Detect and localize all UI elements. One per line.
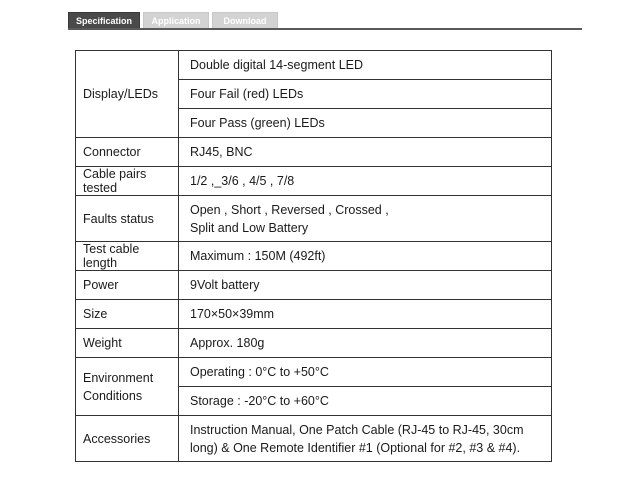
row-label-size: Size [76, 300, 179, 329]
table-row [76, 167, 552, 196]
row-label-accessories: Accessories [76, 416, 179, 462]
table-row [76, 271, 552, 300]
tab-specification[interactable]: Specification [68, 12, 140, 29]
table-row [76, 242, 552, 271]
row-value-operating: Operating : 0°C to +50°C [179, 358, 552, 387]
table-row [76, 416, 552, 462]
row-value-display-led-3: Four Pass (green) LEDs [179, 109, 552, 138]
tab-divider [68, 28, 582, 30]
row-value-power: 9Volt battery [179, 271, 552, 300]
row-label-test-length: Test cable length [76, 242, 179, 271]
row-value-size: 170×50×39mm [179, 300, 552, 329]
row-label-faults: Faults status [76, 196, 179, 242]
row-value-accessories [179, 416, 552, 462]
faults-line-1: Open , Short , Reversed , Crossed , [190, 202, 389, 217]
row-value-test-length: Maximum : 150M (492ft) [179, 242, 552, 271]
row-value-storage: Storage : -20°C to +60°C [179, 387, 552, 416]
row-label-cable-pairs: Cable pairs tested [76, 167, 179, 196]
row-value-weight: Approx. 180g [179, 329, 552, 358]
table-row [76, 196, 552, 242]
row-value-faults [179, 196, 552, 242]
environment-label-line-1: Environment [83, 370, 154, 385]
row-label-weight: Weight [76, 329, 179, 358]
row-value-display-led-1: Double digital 14-segment LED [179, 51, 552, 80]
row-label-environment [76, 358, 179, 416]
row-label-power: Power [76, 271, 179, 300]
accessories-line-1: Instruction Manual, One Patch Cable (RJ-45 to RJ-45, 30cm [190, 422, 524, 437]
tab-bar [68, 12, 278, 29]
accessories-line-2: long) & One Remote Identifier #1 (Optional for #2, #3 & #4). [190, 440, 521, 455]
tab-application[interactable]: Application [143, 12, 209, 29]
table-row [76, 51, 552, 80]
row-value-cable-pairs: 1/2 ,_3/6 , 4/5 , 7/8 [179, 167, 552, 196]
table-row [76, 358, 552, 387]
row-value-display-led-2: Four Fail (red) LEDs [179, 80, 552, 109]
table-row [76, 300, 552, 329]
specification-table [75, 50, 552, 462]
environment-label-line-2: Conditions [83, 388, 143, 403]
row-value-connector: RJ45, BNC [179, 138, 552, 167]
tab-download[interactable]: Download [212, 12, 278, 29]
faults-line-2: Split and Low Battery [190, 220, 309, 235]
table-row [76, 138, 552, 167]
table-row [76, 329, 552, 358]
row-label-connector: Connector [76, 138, 179, 167]
row-label-display-leds: Display/LEDs [76, 51, 179, 138]
